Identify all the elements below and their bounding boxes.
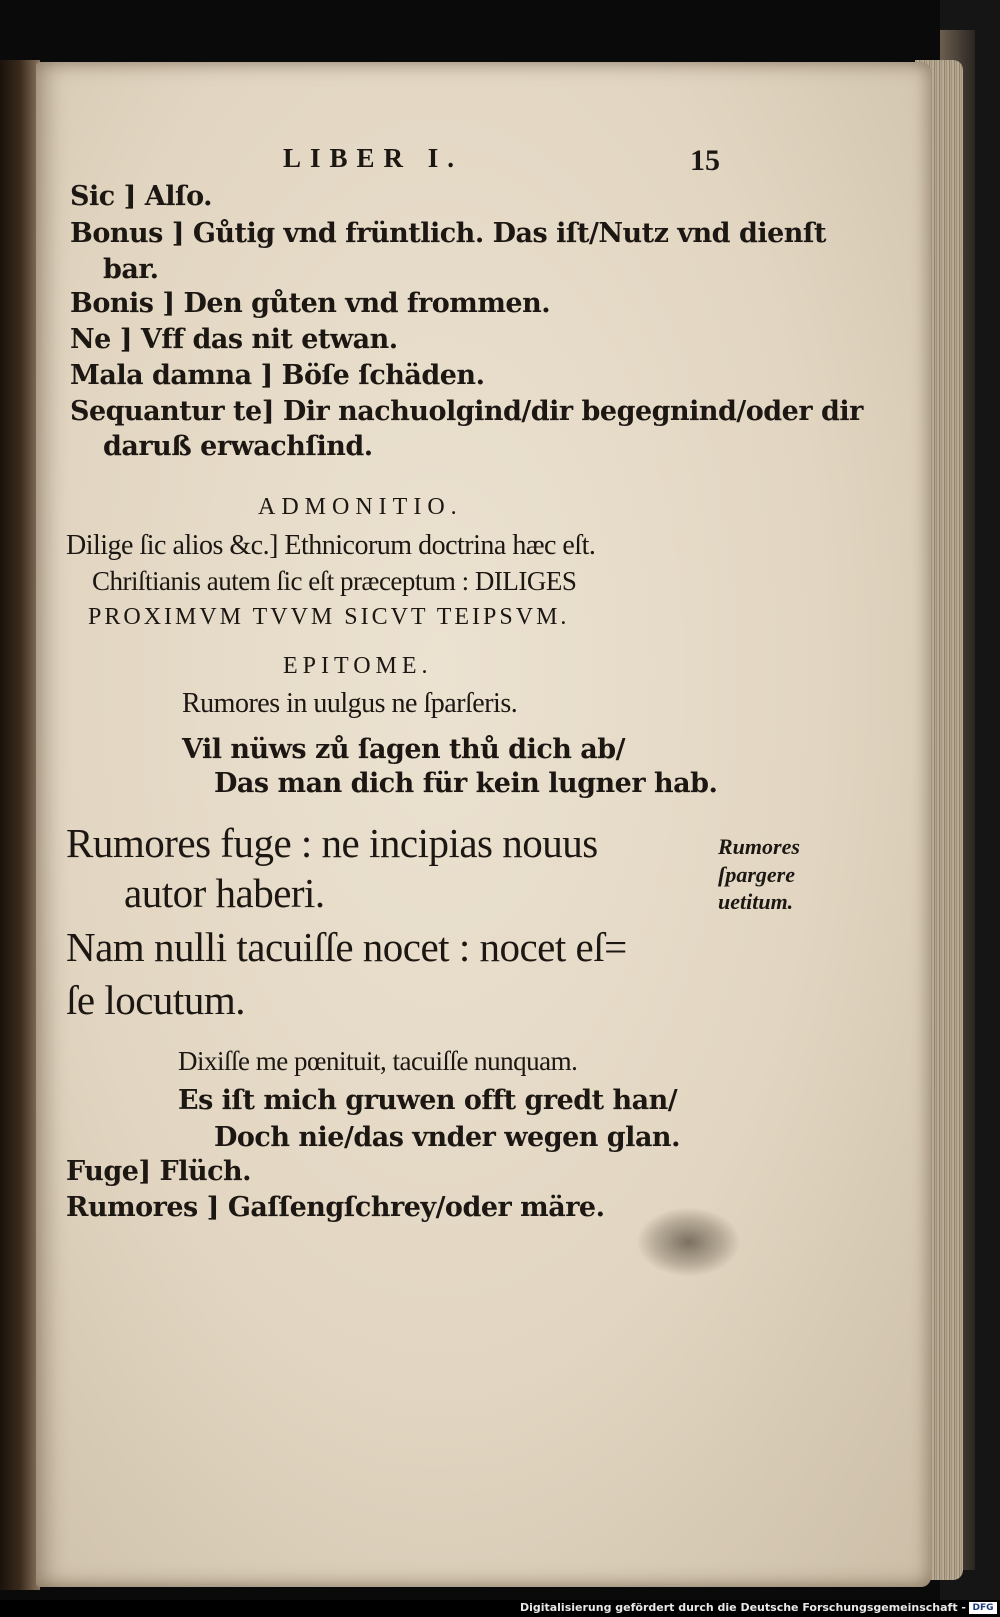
gloss-line: Rumores ] Gaſſengſchrey/oder märe. bbox=[66, 1192, 605, 1223]
gloss-line: Bonus ] Gůtig vnd früntlich. Das iſt/Nutz vnd dienſt bbox=[70, 218, 826, 249]
book-spine bbox=[0, 60, 40, 1590]
admonitio-line-caps: PROXIMVM TVVM SICVT TEIPSVM. bbox=[88, 604, 570, 630]
gloss-line: Mala damna ] Böſe ſchäden. bbox=[70, 360, 485, 391]
admonitio-line: Chriſtianis autem ſic eſt præceptum : DILIGES bbox=[92, 566, 577, 596]
gloss-line: Bonis ] Den gůten vnd frommen. bbox=[70, 288, 551, 319]
sententia-line: Dixiſſe me pœnituit, tacuiſſe nunquam. bbox=[178, 1046, 578, 1076]
funding-credit: Digitalisierung gefördert durch die Deutsche Forschungsgemeinschaft - bbox=[519, 1601, 966, 1614]
epitome-verse: Vil nüws zů ſagen thů dich ab/ bbox=[182, 734, 626, 765]
gloss-line: Fuge] Flüch. bbox=[66, 1156, 252, 1187]
main-text-line: Nam nulli tacuiſſe nocet : nocet eſ= bbox=[66, 924, 627, 970]
gloss-line: Sic ] Alſo. bbox=[70, 181, 213, 212]
main-text-line: ſe locutum. bbox=[66, 977, 245, 1023]
sententia-line: Es iſt mich gruwen offt gredt han/ bbox=[178, 1085, 678, 1116]
admonitio-line: Dilige ſic alios &c.] Ethnicorum doctrina hæc eſt. bbox=[66, 530, 596, 561]
gloss-line: Sequantur te] Dir nachuolgind/dir begegnind/oder dir bbox=[70, 396, 863, 427]
page-number: 15 bbox=[690, 144, 720, 177]
main-text-line: Rumores fuge : ne incipias nouus bbox=[66, 820, 598, 866]
admonitio-heading: ADMONITIO. bbox=[258, 494, 463, 520]
gloss-line: Ne ] Vff das nit etwan. bbox=[70, 324, 398, 355]
sententia-line: Doch nie/das vnder wegen glan. bbox=[214, 1122, 680, 1153]
ink-stain bbox=[636, 1207, 741, 1277]
epitome-heading: EPITOME. bbox=[283, 653, 433, 679]
epitome-verse: Das man dich für kein lugner hab. bbox=[214, 768, 718, 799]
main-text-line: autor haberi. bbox=[124, 870, 325, 916]
gloss-line: bar. bbox=[103, 254, 159, 285]
running-head: LIBER I. bbox=[283, 143, 464, 173]
epitome-line: Rumores in uulgus ne ſparſeris. bbox=[182, 688, 518, 719]
dfg-logo: DFG bbox=[969, 1602, 997, 1614]
marginal-note: Rumores ſpargere uetitum. bbox=[718, 834, 800, 914]
gloss-line: daruß erwachſind. bbox=[103, 431, 373, 462]
